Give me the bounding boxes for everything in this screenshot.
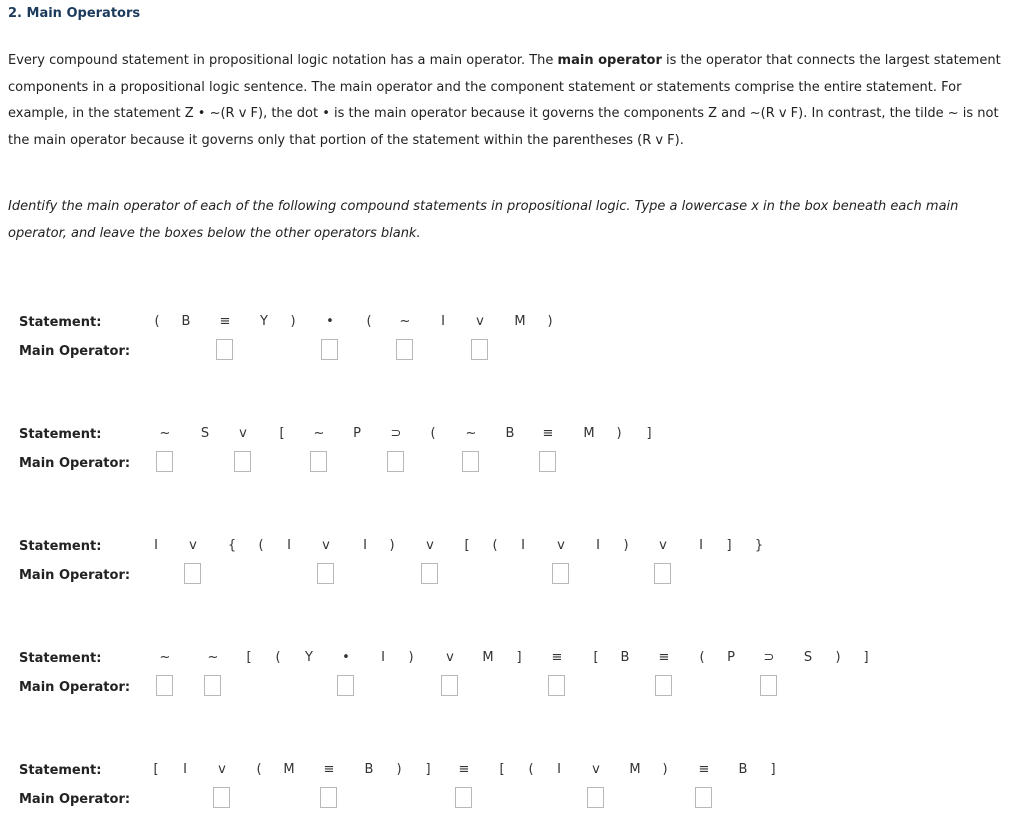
main-operator-label: Main Operator: [19, 344, 131, 359]
main-operator-box[interactable] [654, 563, 671, 584]
statement-token: ≡ [542, 426, 554, 441]
statement-token: I [441, 314, 445, 329]
statement-token: ( [492, 538, 498, 553]
statement-token: ) [623, 538, 629, 553]
statement-token: I [287, 538, 291, 553]
statement-token: Y [305, 650, 313, 665]
main-operator-box[interactable] [204, 675, 221, 696]
statement-token: v [446, 650, 454, 665]
statement-token: ] [646, 426, 652, 441]
statement-token: ] [770, 762, 776, 777]
instructions: Identify the main operator of each of the following compound statements in propositional logic. Type a lowercase x in the box beneath each main operator, and leave the boxes below the other operators blank. [8, 199, 959, 241]
statement-token: ) [547, 314, 553, 329]
main-operator-box[interactable] [396, 339, 413, 360]
statement-token: M [482, 650, 494, 665]
statement-token: v [476, 314, 484, 329]
statement-token: v [239, 426, 247, 441]
statement-token: I [183, 762, 187, 777]
statement-token: } [754, 538, 764, 553]
statement-token: ( [699, 650, 705, 665]
statement-token: ) [389, 538, 395, 553]
statement-token: ) [290, 314, 296, 329]
statement-token: [ [153, 762, 159, 777]
main-operator-box[interactable] [760, 675, 777, 696]
statement-token: ⊃ [763, 650, 775, 665]
statement-token: M [283, 762, 295, 777]
statement-token: ( [528, 762, 534, 777]
statement-label: Statement: [19, 651, 102, 666]
statement-token: ) [662, 762, 668, 777]
main-operator-box[interactable] [234, 451, 251, 472]
statement-token: ( [275, 650, 281, 665]
main-operator-box[interactable] [695, 787, 712, 808]
main-operator-box[interactable] [539, 451, 556, 472]
statement-token: ( [258, 538, 264, 553]
statement-token: • [326, 314, 334, 329]
statement-token: v [557, 538, 565, 553]
statement-token: v [592, 762, 600, 777]
statement-token: B [738, 762, 748, 777]
statement-token: ( [154, 314, 160, 329]
statement-label: Statement: [19, 315, 102, 330]
main-operator-box[interactable] [184, 563, 201, 584]
main-operator-label: Main Operator: [19, 568, 131, 583]
statement-token: ≡ [323, 762, 335, 777]
main-operator-box[interactable] [655, 675, 672, 696]
intro-bold-term: main operator [557, 53, 662, 68]
statement-token: v [189, 538, 197, 553]
main-operator-box[interactable] [387, 451, 404, 472]
statement-token: [ [279, 426, 285, 441]
statement-token: ] [425, 762, 431, 777]
main-operator-box[interactable] [441, 675, 458, 696]
statement-token: ~ [159, 650, 171, 665]
intro-paragraph [8, 48, 1022, 154]
statement-token: ≡ [551, 650, 563, 665]
statement-token: Y [260, 314, 268, 329]
statement-token: [ [593, 650, 599, 665]
statement-token: v [426, 538, 434, 553]
statement-token: P [727, 650, 735, 665]
main-operator-box[interactable] [455, 787, 472, 808]
statement-token: [ [246, 650, 252, 665]
statement-token: [ [499, 762, 505, 777]
statement-token: ~ [465, 426, 477, 441]
main-operator-box[interactable] [587, 787, 604, 808]
main-operator-label: Main Operator: [19, 680, 131, 695]
statement-token: ~ [207, 650, 219, 665]
main-operator-box[interactable] [471, 339, 488, 360]
statement-label: Statement: [19, 539, 102, 554]
main-operator-box[interactable] [317, 563, 334, 584]
main-operator-box[interactable] [156, 675, 173, 696]
statement-token: B [505, 426, 515, 441]
main-operator-box[interactable] [548, 675, 565, 696]
main-operator-box[interactable] [552, 563, 569, 584]
statement-token: P [353, 426, 361, 441]
statement-token: ( [366, 314, 372, 329]
statement-label: Statement: [19, 763, 102, 778]
statement-token: B [620, 650, 630, 665]
statement-token: B [181, 314, 191, 329]
intro-text-1: Every compound statement in propositional logic notation has a main operator. The [8, 53, 558, 68]
problem-3 [0, 538, 1024, 606]
statement-token: M [583, 426, 595, 441]
statement-token: I [557, 762, 561, 777]
statement-label: Statement: [19, 427, 102, 442]
section-title: 2. Main Operators [8, 6, 141, 21]
main-operator-box[interactable] [310, 451, 327, 472]
intro-text-2: is the operator that connects the largest statement components in a propositional logic sentence. The main operator and the component statement or statements comprise the entire statement. For example, in the statement Z • ~(R v F), the dot • is the main operator because it governs the components Z and ~(R v F). In contrast, the tilde ~ is not the main operator because it governs only that portion of the statement within the parentheses (R v F). [8, 53, 1001, 148]
statement-token: I [154, 538, 158, 553]
main-operator-box[interactable] [320, 787, 337, 808]
main-operator-box[interactable] [321, 339, 338, 360]
statement-token: ) [835, 650, 841, 665]
main-operator-box[interactable] [337, 675, 354, 696]
problem-1 [0, 314, 1024, 382]
main-operator-box[interactable] [213, 787, 230, 808]
statement-token: I [521, 538, 525, 553]
problem-4 [0, 650, 1024, 718]
statement-token: ) [396, 762, 402, 777]
statement-token: M [629, 762, 641, 777]
statement-token: S [803, 650, 813, 665]
statement-token: I [381, 650, 385, 665]
statement-token: ≡ [219, 314, 231, 329]
problem-5 [0, 762, 1024, 830]
statement-token: B [364, 762, 374, 777]
statement-token: { [227, 538, 237, 553]
statement-token: S [200, 426, 210, 441]
statement-token: ⊃ [390, 426, 402, 441]
statement-token: ) [408, 650, 414, 665]
statement-token: ( [256, 762, 262, 777]
statement-token: [ [464, 538, 470, 553]
statement-token: ( [430, 426, 436, 441]
statement-token: ≡ [698, 762, 710, 777]
main-operator-box[interactable] [462, 451, 479, 472]
main-operator-box[interactable] [216, 339, 233, 360]
statement-token: v [218, 762, 226, 777]
main-operator-label: Main Operator: [19, 792, 131, 807]
statement-token: ≡ [658, 650, 670, 665]
main-operator-box[interactable] [156, 451, 173, 472]
statement-token: I [363, 538, 367, 553]
statement-token: ) [616, 426, 622, 441]
statement-token: I [699, 538, 703, 553]
statement-token: ~ [313, 426, 325, 441]
statement-token: ] [726, 538, 732, 553]
main-operator-label: Main Operator: [19, 456, 131, 471]
statement-token: I [596, 538, 600, 553]
statement-token: ~ [159, 426, 171, 441]
statement-token: ≡ [458, 762, 470, 777]
statement-token: • [342, 650, 350, 665]
main-operator-box[interactable] [421, 563, 438, 584]
statement-token: v [659, 538, 667, 553]
statement-token: ] [516, 650, 522, 665]
problem-2 [0, 426, 1024, 494]
statement-token: ] [863, 650, 869, 665]
statement-token: ~ [399, 314, 411, 329]
statement-token: M [514, 314, 526, 329]
statement-token: v [322, 538, 330, 553]
